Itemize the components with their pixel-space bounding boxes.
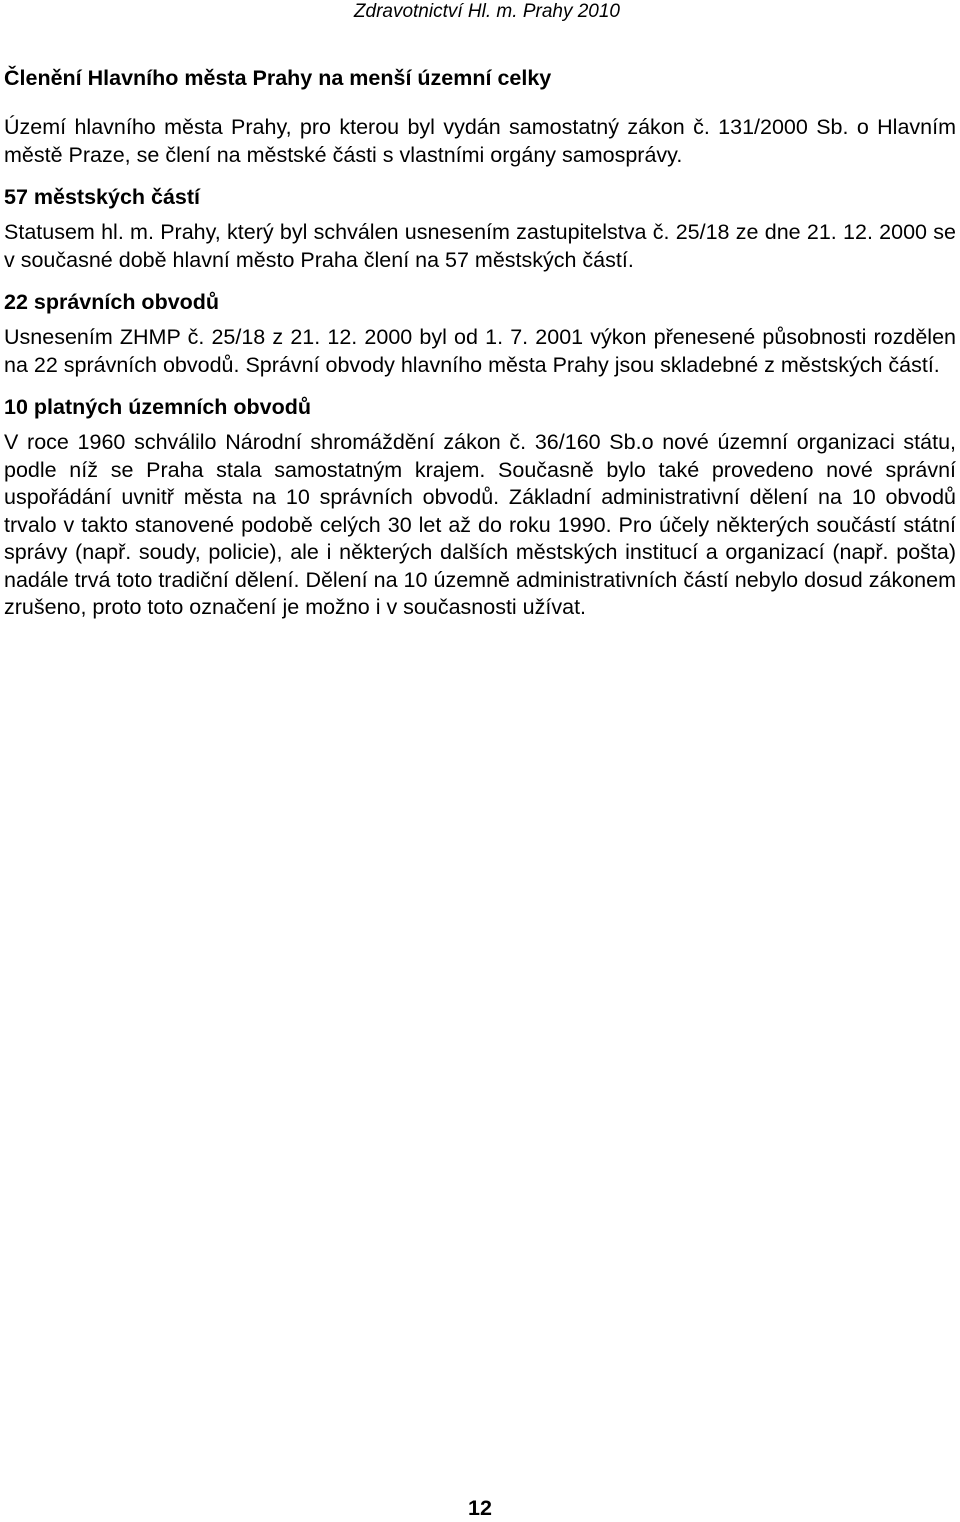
section-heading-territorial-districts: 10 platných územních obvodů <box>4 395 312 419</box>
document-title: Členění Hlavního města Prahy na menší územní celky <box>4 66 552 90</box>
intro-paragraph: Území hlavního města Prahy, pro kterou byl vydán samostatný zákon č. 131/2000 Sb. o Hlavním městě Praze, se člení na městské části s vlastními orgány samosprávy. <box>4 115 956 167</box>
section-paragraph-administrative-districts: Usnesením ZHMP č. 25/18 z 21. 12. 2000 byl od 1. 7. 2001 výkon přenesené působnosti rozdělen na 22 správních obvodů. Správní obvody hlavního města Prahy jsou skladebné z městských částí. <box>4 325 956 377</box>
section-heading-city-districts: 57 městských částí <box>4 185 201 209</box>
section-paragraph-city-districts: Statusem hl. m. Prahy, který byl schválen usnesením zastupitelstva č. 25/18 ze dne 21. 12. 2000 se v současné době hlavní město Praha člení na 57 městských částí. <box>4 220 956 272</box>
page-number: 12 <box>468 1496 492 1520</box>
document-body <box>4 64 956 636</box>
section-heading-administrative-districts: 22 správních obvodů <box>4 290 220 314</box>
running-header: Zdravotnictví Hl. m. Prahy 2010 <box>353 1 620 22</box>
section-paragraph-territorial-districts: V roce 1960 schválilo Národní shromáždění zákon č. 36/160 Sb.o nové územní organizaci státu, podle níž se Praha stala samostatným krajem. Současně bylo také provedeno nové správní uspořádání uvnitř města na 10 správních obvodů. Základní administrativní dělení na 10 obvodů trvalo v takto stanovené podobě celých 30 let až do roku 1990. Pro účely některých součástí státní správy (např. soudy, policie), ale i některých dalších městských institucí a organizací (např. pošta) nadále trvá toto tradiční dělení. Dělení na 10 územně administrativních částí nebylo dosud zákonem zrušeno, proto toto označení je možno i v současnosti užívat. <box>4 430 956 619</box>
